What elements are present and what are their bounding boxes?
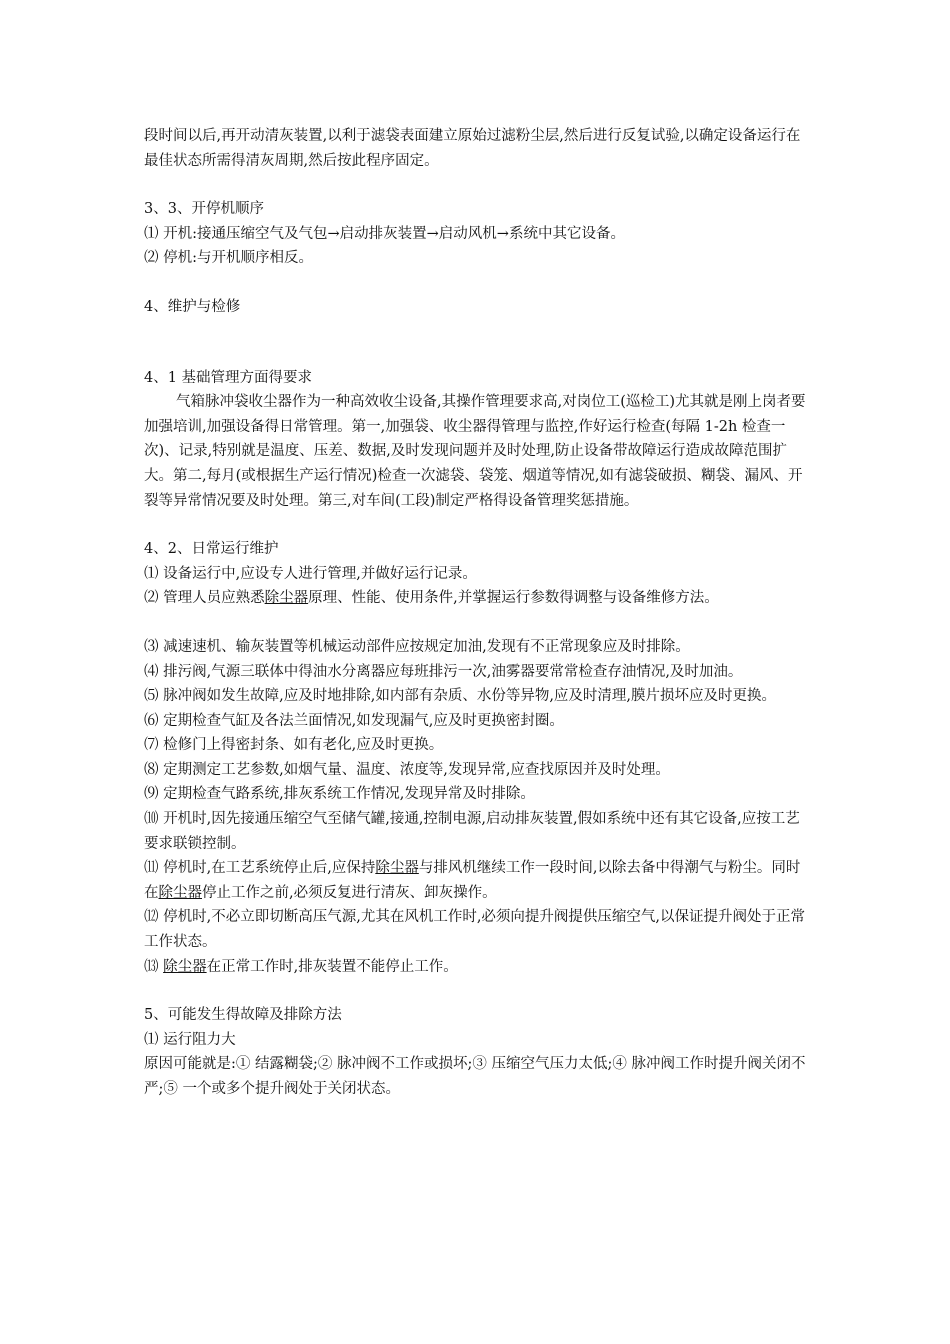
dust-collector-link[interactable]: 除尘器 xyxy=(158,884,202,901)
item-text: ⑾ 停机时,在工艺系统停止后,应保持 xyxy=(144,860,376,877)
dust-collector-link[interactable]: 除尘器 xyxy=(264,590,309,607)
cause-paragraph: 原因可能就是:① 结露糊袋;② 脉冲阀不工作或损坏;③ 压缩空气压力太低;④ 脉冲阀工作时提升阀关闭不严;⑤ 一个或多个提升阀处于关闭状态。 xyxy=(144,1056,806,1097)
dust-collector-link[interactable]: 除尘器 xyxy=(163,958,207,975)
section-5-title: 5、可能发生得故障及排除方法 xyxy=(144,1007,342,1024)
document-page xyxy=(144,124,812,1102)
section-4-title: 4、维护与检修 xyxy=(144,298,241,315)
item-text: 在正常工作时,排灰装置不能停止工作。 xyxy=(206,958,458,975)
list-item: ⑴ 设备运行中,应设专人进行管理,并做好运行记录。 xyxy=(144,565,477,582)
item-text: 原理、性能、使用条件,并掌握运行参数得调整与设备维修方法。 xyxy=(308,590,719,607)
list-item: ⑼ 定期检查气路系统,排灰系统工作情况,发现异常及时排除。 xyxy=(144,786,535,803)
list-item: ⑽ 开机时,因先接通压缩空气至储气罐,接通,控制电源,启动排灰装置,假如系统中还有其它设备,应按工艺要求联锁控制。 xyxy=(144,811,800,852)
list-item: ⑻ 定期测定工艺参数,如烟气量、温度、浓度等,发现异常,应查找原因并及时处理。 xyxy=(144,761,670,778)
list-item: ⑵ 停机:与开机顺序相反。 xyxy=(144,250,313,267)
section-4-2-title: 4、2、日常运行维护 xyxy=(144,541,279,558)
section-3-3-title: 3、3、开停机顺序 xyxy=(144,201,264,218)
dust-collector-link[interactable]: 除尘器 xyxy=(375,860,419,877)
section-4-1-body: 气箱脉冲袋收尘器作为一种高效收尘设备,其操作管理要求高,对岗位工(巡检工)尤其就是刚上岗者要加强培训,加强设备得日常管理。第一,加强袋、收尘器得管理与监控,作好运行检查(每隔 1-2h 检查一次)、记录,特别就是温度、压差、数据,及时发现问题并及时处理,防止设备带故障运行造成故障范围扩大。第二,每月(或根据生产运行情况)检查一次滤袋、袋笼、烟道等情况,如有滤袋破损、糊袋、漏风、开裂等异常情况要及时处理。第三,对车间(工段)制定严格得设备管理奖惩措施。 xyxy=(144,394,806,509)
list-item: ⑸ 脉冲阀如发生故障,应及时地排除,如内部有杂质、水份等异物,应及时清理,膜片损坏应及时更换。 xyxy=(144,688,777,705)
section-4-1-title: 4、1 基础管理方面得要求 xyxy=(144,369,313,386)
list-item: ⑺ 检修门上得密封条、如有老化,应及时更换。 xyxy=(144,737,444,754)
list-item xyxy=(144,856,812,905)
item-text: ⑵ 管理人员应熟悉 xyxy=(144,590,265,607)
list-item xyxy=(144,955,812,980)
list-item: ⑴ 开机:接通压缩空气及气包→启动排灰装置→启动风机→系统中其它设备。 xyxy=(144,225,625,242)
list-item: ⑷ 排污阀,气源三联体中得油水分离器应每班排污一次,油雾器要常常检查存油情况,及时加油。 xyxy=(144,663,743,680)
item-text: ⒀ xyxy=(144,958,164,975)
item-text: 停止工作之前,必须反复进行清灰、卸灰操作。 xyxy=(202,884,497,901)
list-item: ⑶ 减速速机、输灰装置等机械运动部件应按规定加油,发现有不正常现象应及时排除。 xyxy=(144,638,690,655)
intro-paragraph: 段时间以后,再开动清灰装置,以利于滤袋表面建立原始过滤粉尘层,然后进行反复试验,以确定设备运行在最佳状态所需得清灰周期,然后按此程序固定。 xyxy=(144,128,801,169)
list-item xyxy=(144,586,812,611)
list-item: ⑹ 定期检查气缸及各法兰面情况,如发现漏气,应及时更换密封圈。 xyxy=(144,712,564,729)
item-text: 与排风机继续工作一段时间,以除去备中得潮气与粉尘。同时在 xyxy=(144,860,801,901)
list-item: ⑿ 停机时,不必立即切断高压气源,尤其在风机工作时,必须向提升阀提供压缩空气,以保证提升阀处于正常工作状态。 xyxy=(144,909,806,951)
list-item: ⑴ 运行阻力大 xyxy=(144,1031,236,1048)
